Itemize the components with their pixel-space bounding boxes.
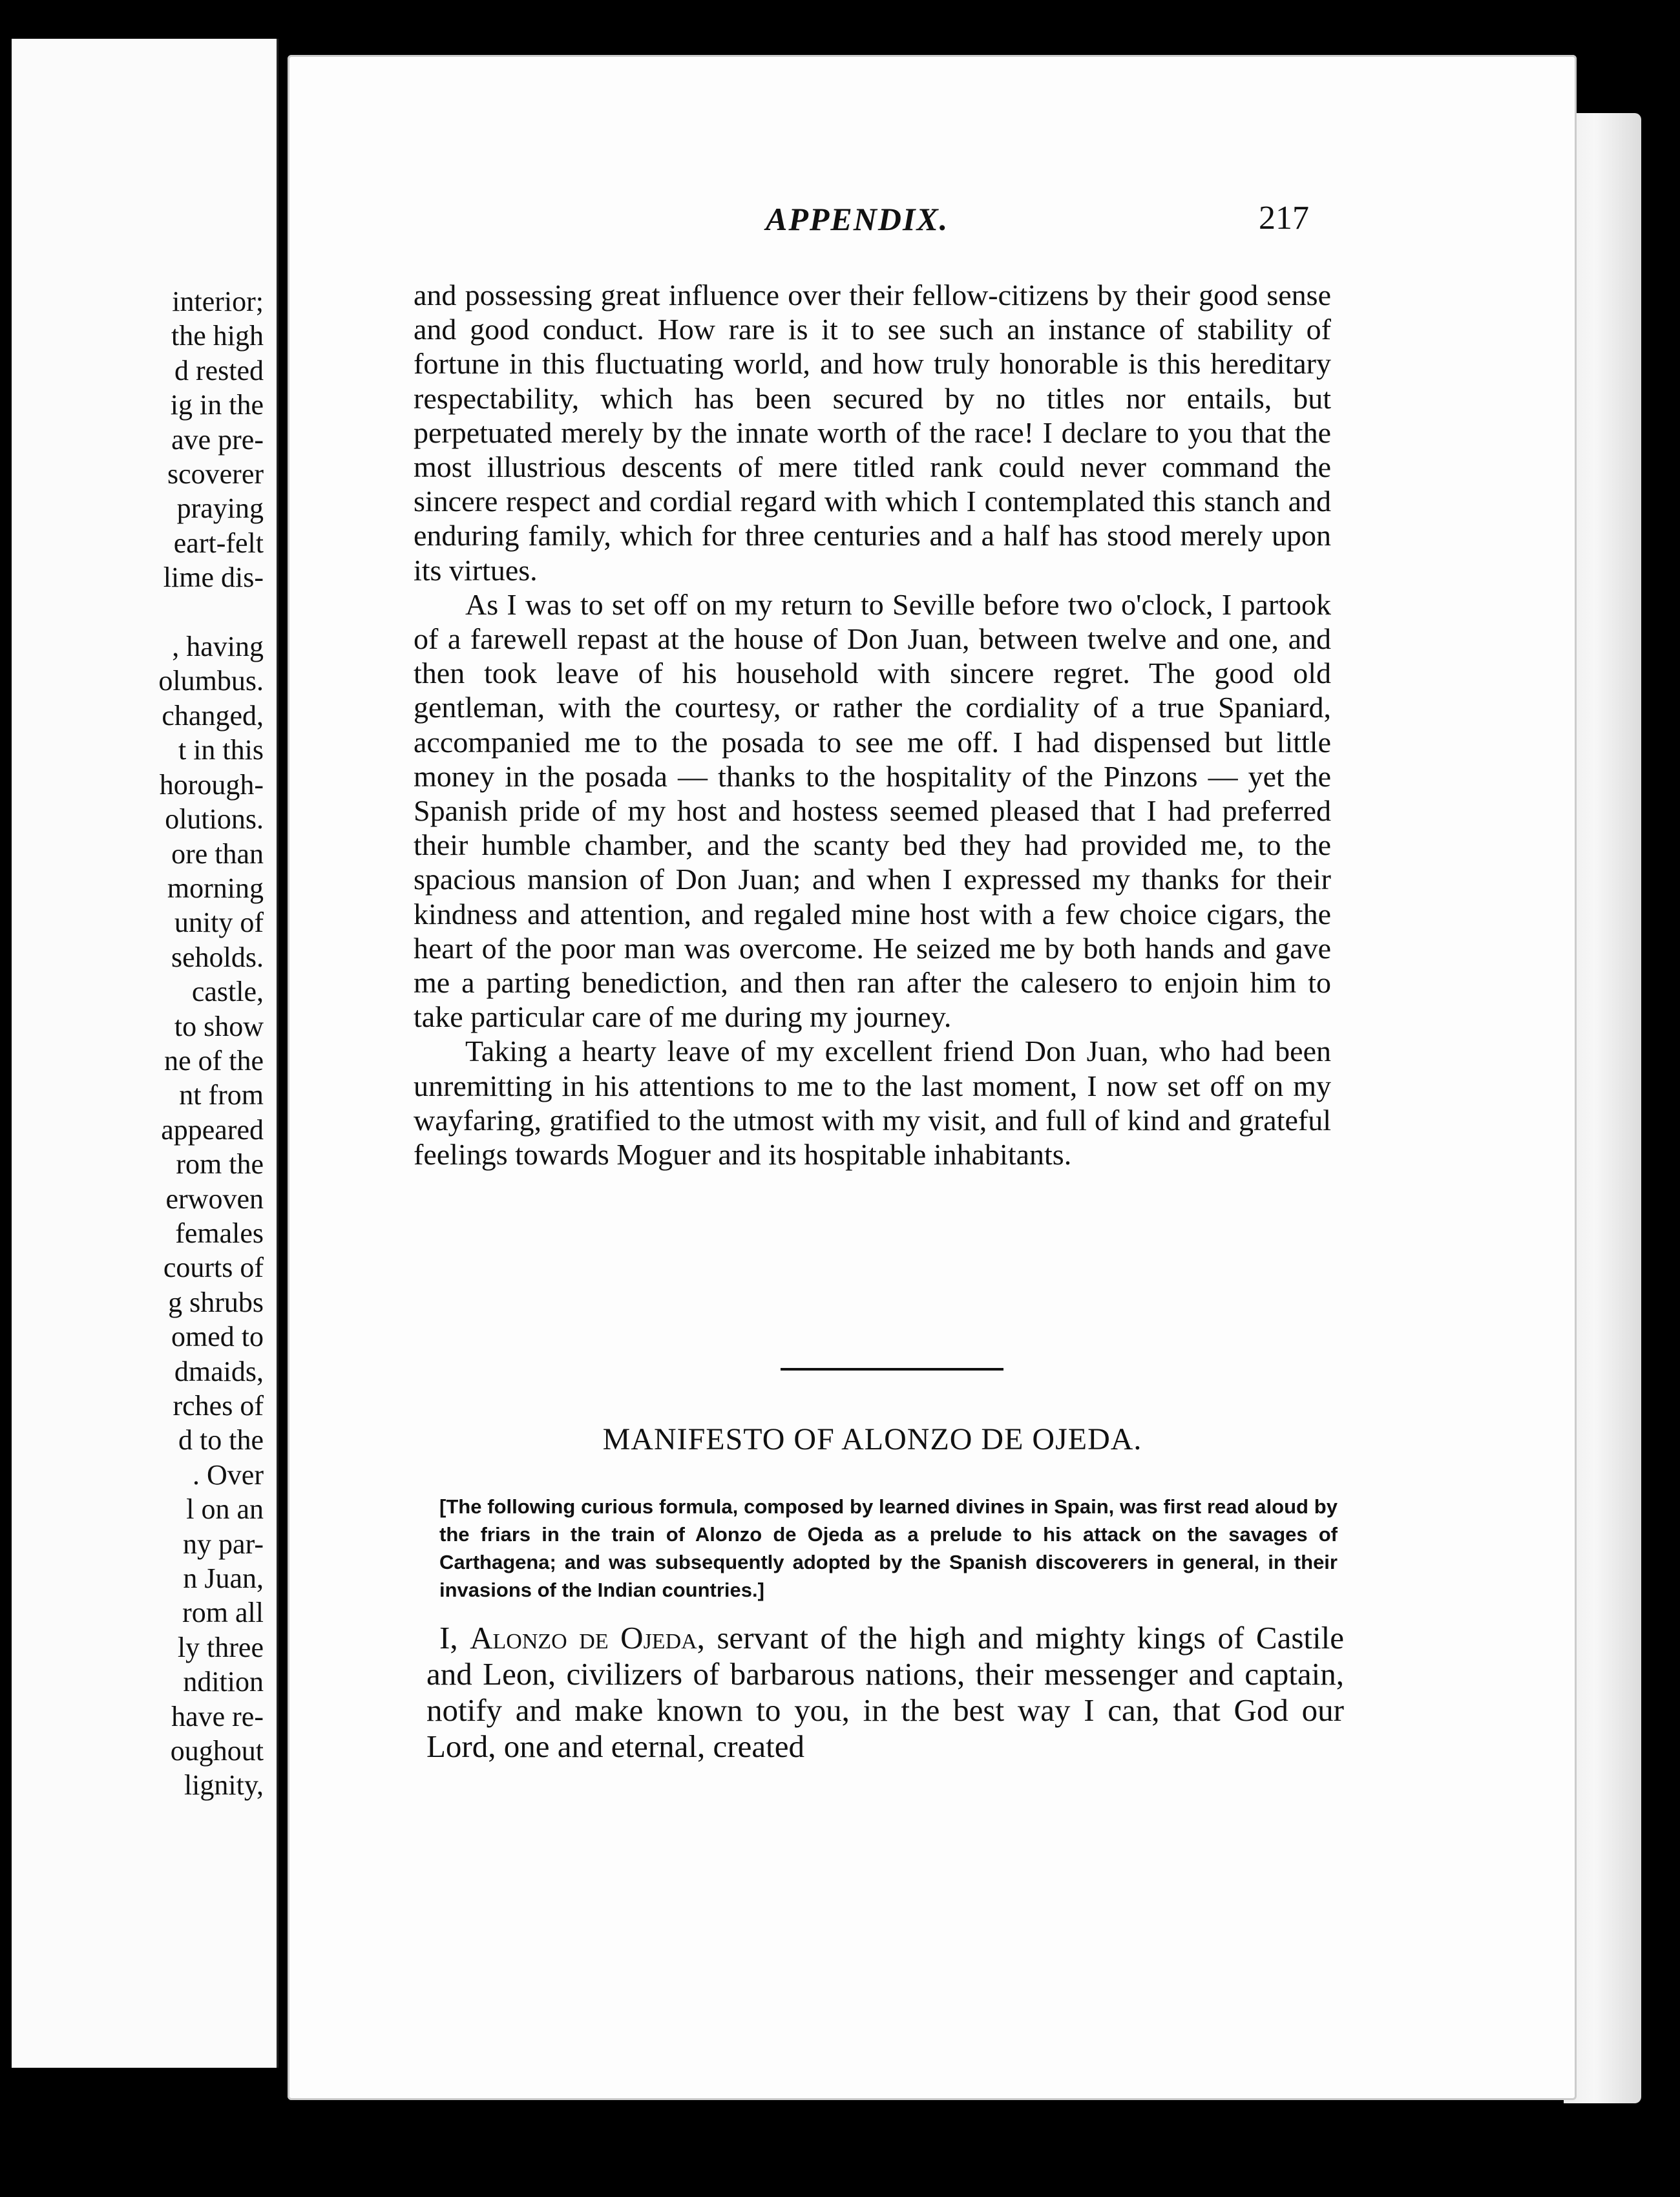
left-page-line: ne of the xyxy=(164,1044,264,1077)
left-page-margin xyxy=(12,39,278,2068)
left-page-line: courts of xyxy=(163,1252,264,1284)
left-page-line: ig in the xyxy=(170,389,264,421)
manifesto-text xyxy=(426,1620,1344,1765)
left-page-line xyxy=(12,595,264,629)
page-number: 217 xyxy=(1259,200,1309,237)
left-page-line: ny par- xyxy=(183,1528,264,1560)
manifesto-body: , servant of the high and mighty kings of Castile and Leon, civilizers of barbarous nations, their messenger and captain, notify and make known to you, in the best way I can, that God our Lord, one and eternal, created xyxy=(426,1620,1344,1764)
left-page-line: omed to xyxy=(171,1321,264,1353)
running-head: APPENDIX. xyxy=(766,201,949,237)
left-page-line: females xyxy=(175,1217,264,1249)
section-title: MANIFESTO OF ALONZO DE OJEDA. xyxy=(602,1422,1142,1456)
left-page-line: the high xyxy=(171,320,264,352)
left-page-line: rom the xyxy=(176,1148,264,1181)
left-page-line: nt from xyxy=(179,1079,264,1111)
left-page-line: morning xyxy=(167,872,264,904)
left-page-line: to show xyxy=(174,1010,264,1042)
left-page-line: interior; xyxy=(172,286,264,317)
left-page-line: praying xyxy=(176,492,264,525)
paragraph: and possessing great influence over their fellow-citizens by their good sense and good conduct. How rare is it to see such an instance of stability of fortune in this fluctuating world, and how truly honorable is this hereditary respectability, which has been secured by no titles nor entails, but perpetuated merely by the innate worth of the race! I declare to you that the most illustrious descents of mere titled rank could never command the sincere respect and cordial regard with which I contemplated this stanch and enduring family, which for three centuries and a half has stood merely upon its virtues. xyxy=(414,279,1331,587)
left-page-line: n Juan, xyxy=(183,1562,264,1595)
section-divider xyxy=(781,1368,1003,1371)
left-page-line: rches of xyxy=(173,1390,264,1422)
paragraph: As I was to set off on my return to Seville before two o'clock, I partook of a farewell repast at the house of Don Juan, between twelve and one, and then took leave of his household with sincere regret. The good old gentleman, with the courtesy, or rather the cordiality of a true Spaniard, accompanied me to the posada to see me off. I had dispensed but little money in the posada — thanks to the hospitality of the Pinzons — yet the Spanish pride of my host and hostess seemed pleased that I had preferred their humble chamber, and the scanty bed they had provided me, to the spacious mansion of Don Juan; and when I expressed my thanks for their kindness and attention, and regaled mine host with a few choice cigars, the heart of the poor man was overcome. He seized me by both hands and gave me a parting benediction, and then ran after the calesero to enjoin him to take particular care of me during my journey. xyxy=(414,587,1331,1034)
left-page-line: erwoven xyxy=(165,1183,264,1215)
left-page-line: unity of xyxy=(174,907,264,939)
left-page-line: t in this xyxy=(178,734,264,766)
manifesto-name: Alonzo de Ojeda xyxy=(470,1620,697,1656)
left-page-text xyxy=(12,284,264,1803)
left-page-line: g shrubs xyxy=(168,1286,264,1318)
left-page-line: ave pre- xyxy=(171,423,264,456)
left-page-line: olutions. xyxy=(165,803,264,836)
left-page-line: ore than xyxy=(171,837,264,870)
left-page-line: oughout xyxy=(170,1735,264,1767)
editorial-note: [The following curious formula, composed by learned divines in Spain, was first read aloud by the friars in the train of Alonzo de Ojeda as a prelude to his attack on the savages of Carthagena; and was subsequently adopted by the Spanish discoverers in general, in their invasions of the Indian countries.] xyxy=(439,1495,1338,1601)
left-page-line: horough- xyxy=(159,768,264,801)
left-page-line: have re- xyxy=(171,1700,264,1732)
left-page-line: lime dis- xyxy=(163,562,264,594)
left-page-line: . Over xyxy=(193,1458,264,1491)
left-page-line: castle, xyxy=(191,976,264,1008)
manifesto-paragraph xyxy=(426,1620,1344,1765)
left-page-line: eart-felt xyxy=(173,527,264,559)
left-page-line: rom all xyxy=(182,1597,264,1629)
left-page-line: ndition xyxy=(183,1666,264,1698)
left-page-line: seholds. xyxy=(171,941,264,973)
left-page-line: l on an xyxy=(186,1493,264,1526)
left-page-line: scoverer xyxy=(167,458,264,490)
left-page-line: d to the xyxy=(178,1424,264,1456)
left-page-line: dmaids, xyxy=(174,1355,264,1387)
left-page-line: ly three xyxy=(177,1631,264,1663)
manifesto-lead: I, xyxy=(439,1620,470,1656)
left-page-line: changed, xyxy=(162,699,264,731)
paragraph: Taking a hearty leave of my excellent friend Don Juan, who had been unremitting in his attentions to me to the last moment, I now set off on my wayfaring, gratified to the utmost with my visit, and full of kind and grateful feelings towards Moguer and its hospitable inhabitants. xyxy=(414,1035,1331,1172)
left-page-line: d rested xyxy=(174,354,264,386)
left-page-line: olumbus. xyxy=(158,665,264,697)
left-page-line: lignity, xyxy=(184,1769,264,1802)
left-page-line: , having xyxy=(172,631,264,663)
left-page-line: appeared xyxy=(161,1113,264,1146)
body-text xyxy=(414,278,1331,1172)
